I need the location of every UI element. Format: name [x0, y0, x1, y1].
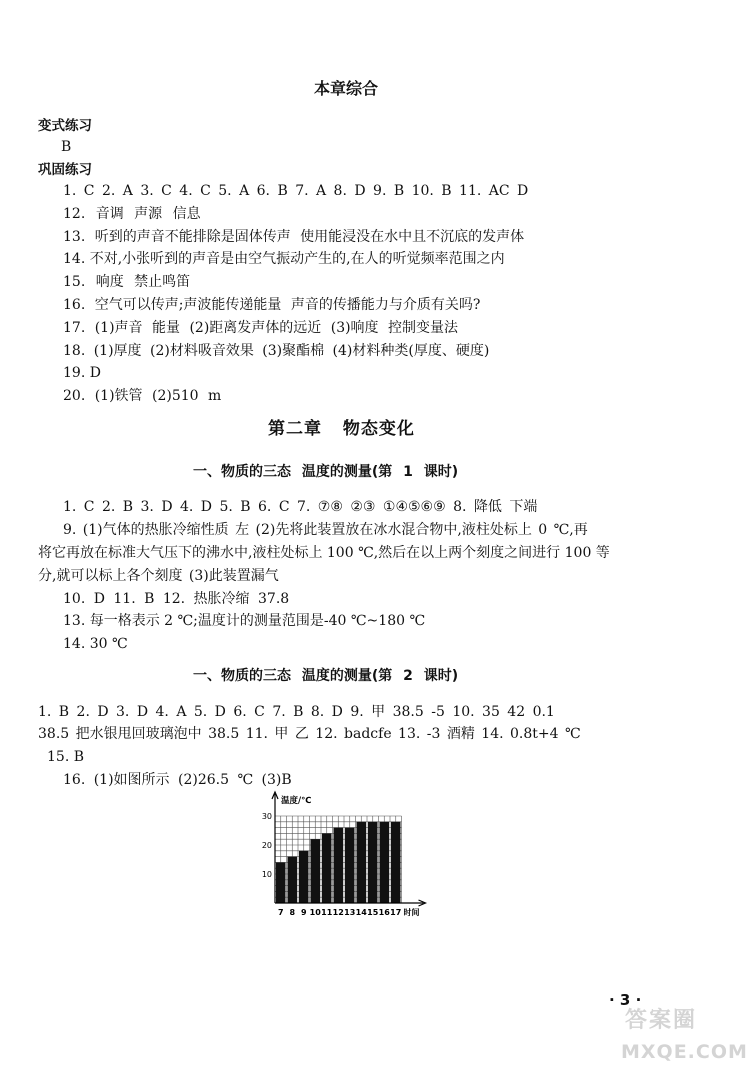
answer-line: 16. (1)如图所示 (2)26.5 ℃ (3)B	[63, 772, 292, 788]
x-tick-label: 14	[355, 908, 367, 917]
y-tick-label: 30	[261, 812, 272, 821]
chart-bar	[391, 822, 401, 903]
y-axis-label: 温度/℃	[281, 796, 312, 806]
answer-line: 1. B 2. D 3. D 4. A 5. D 6. C 7. B 8. D 9. 甲 38.5 -5 10. 35 42 0.1	[38, 704, 555, 720]
chart-bar	[299, 851, 309, 903]
x-tick-label: 8	[289, 908, 296, 917]
answer-line: 18. (1)厚度 (2)材料吸音效果 (3)聚酯棉 (4)材料种类(厚度、硬度)	[63, 343, 490, 359]
chart-bar	[357, 822, 367, 903]
lesson-title: 一、物质的三态 温度的测量(第 2 课时)	[193, 668, 459, 684]
y-tick-label: 20	[261, 841, 272, 850]
answer-line: 15. 响度 禁止鸣笛	[63, 274, 191, 290]
answer-line: 16. 空气可以传声;声波能传递能量 声音的传播能力与介质有关吗?	[63, 297, 481, 313]
answer-line: 20. (1)铁管 (2)510 m	[63, 388, 222, 404]
chart-bar	[345, 828, 355, 903]
temperature-bar-chart	[258, 786, 438, 921]
variant-practice-label: 变式练习	[38, 118, 92, 134]
x-tick-label: 7	[277, 908, 284, 917]
variant-practice-answer: B	[61, 139, 72, 155]
answer-line: 19. D	[63, 365, 101, 381]
section-title-chapter-summary: 本章综合	[314, 79, 379, 98]
x-tick-label: 16	[378, 908, 390, 917]
x-tick-label: 9	[300, 908, 307, 917]
x-tick-label: 17	[390, 908, 402, 917]
answer-line: 15. B	[47, 749, 85, 765]
answer-line: 将它再放在标准大气压下的沸水中,液柱处标上 100 ℃,然后在以上两个刻度之间进行 100 等	[38, 545, 610, 561]
consolidate-practice-label: 巩固练习	[38, 162, 92, 178]
x-axis-label: 时间	[403, 908, 420, 917]
answer-line: 13. 听到的声音不能排除是固体传声 使用能浸没在水中且不沉底的发声体	[63, 229, 525, 245]
answer-line: 1. C 2. B 3. D 4. D 5. B 6. C 7. ⑦⑧ ②③ ①④⑤⑥⑨ 8. 降低 下端	[63, 499, 538, 515]
chart-bar	[311, 839, 321, 903]
page-number: · 3 ·	[609, 991, 642, 1009]
answer-line: 12. 音调 声源 信息	[63, 206, 201, 222]
x-tick-label: 10	[309, 908, 321, 917]
answer-line: 17. (1)声音 能量 (2)距离发声体的远近 (3)响度 控制变量法	[63, 320, 459, 336]
x-tick-label: 13	[344, 908, 356, 917]
answer-line: 9. (1)气体的热胀冷缩性质 左 (2)先将此装置放在冰水混合物中,液柱处标上 0 ℃,再	[63, 522, 588, 538]
answer-line: 14. 不对,小张听到的声音是由空气振动产生的,在人的听觉频率范围之内	[63, 251, 505, 267]
answer-line: 38.5 把水银甩回玻璃泡中 38.5 11. 甲 乙 12. badcfe 13. -3 酒精 14. 0.8t+4 ℃	[38, 726, 581, 742]
x-tick-label: 15	[367, 908, 379, 917]
answer-line: 13. 每一格表示 2 ℃;温度计的测量范围是-40 ℃~180 ℃	[63, 613, 426, 629]
chart-bar	[322, 833, 332, 903]
answer-line: 10. D 11. B 12. 热胀冷缩 37.8	[63, 591, 290, 607]
answer-line: 14. 30 ℃	[63, 636, 128, 652]
chart-bar	[334, 828, 344, 903]
watermark-logo-text: 答案圈	[625, 1008, 698, 1033]
chart-bar	[380, 822, 390, 903]
y-tick-label: 10	[261, 870, 272, 879]
chart-bar	[288, 857, 298, 903]
x-tick-label: 12	[332, 908, 344, 917]
answer-line: 1. C 2. A 3. C 4. C 5. A 6. B 7. A 8. D 9. B 10. B 11. AC D	[63, 183, 529, 199]
chapter-title: 第二章 物态变化	[268, 419, 415, 439]
answer-line: 分,就可以标上各个刻度 (3)此装置漏气	[38, 568, 279, 584]
chart-bar	[368, 822, 378, 903]
watermark-site-text: MXQE.COM	[621, 1041, 748, 1063]
lesson-title: 一、物质的三态 温度的测量(第 1 课时)	[193, 464, 459, 480]
x-tick-label: 11	[321, 908, 333, 917]
chart-bar	[276, 862, 286, 903]
